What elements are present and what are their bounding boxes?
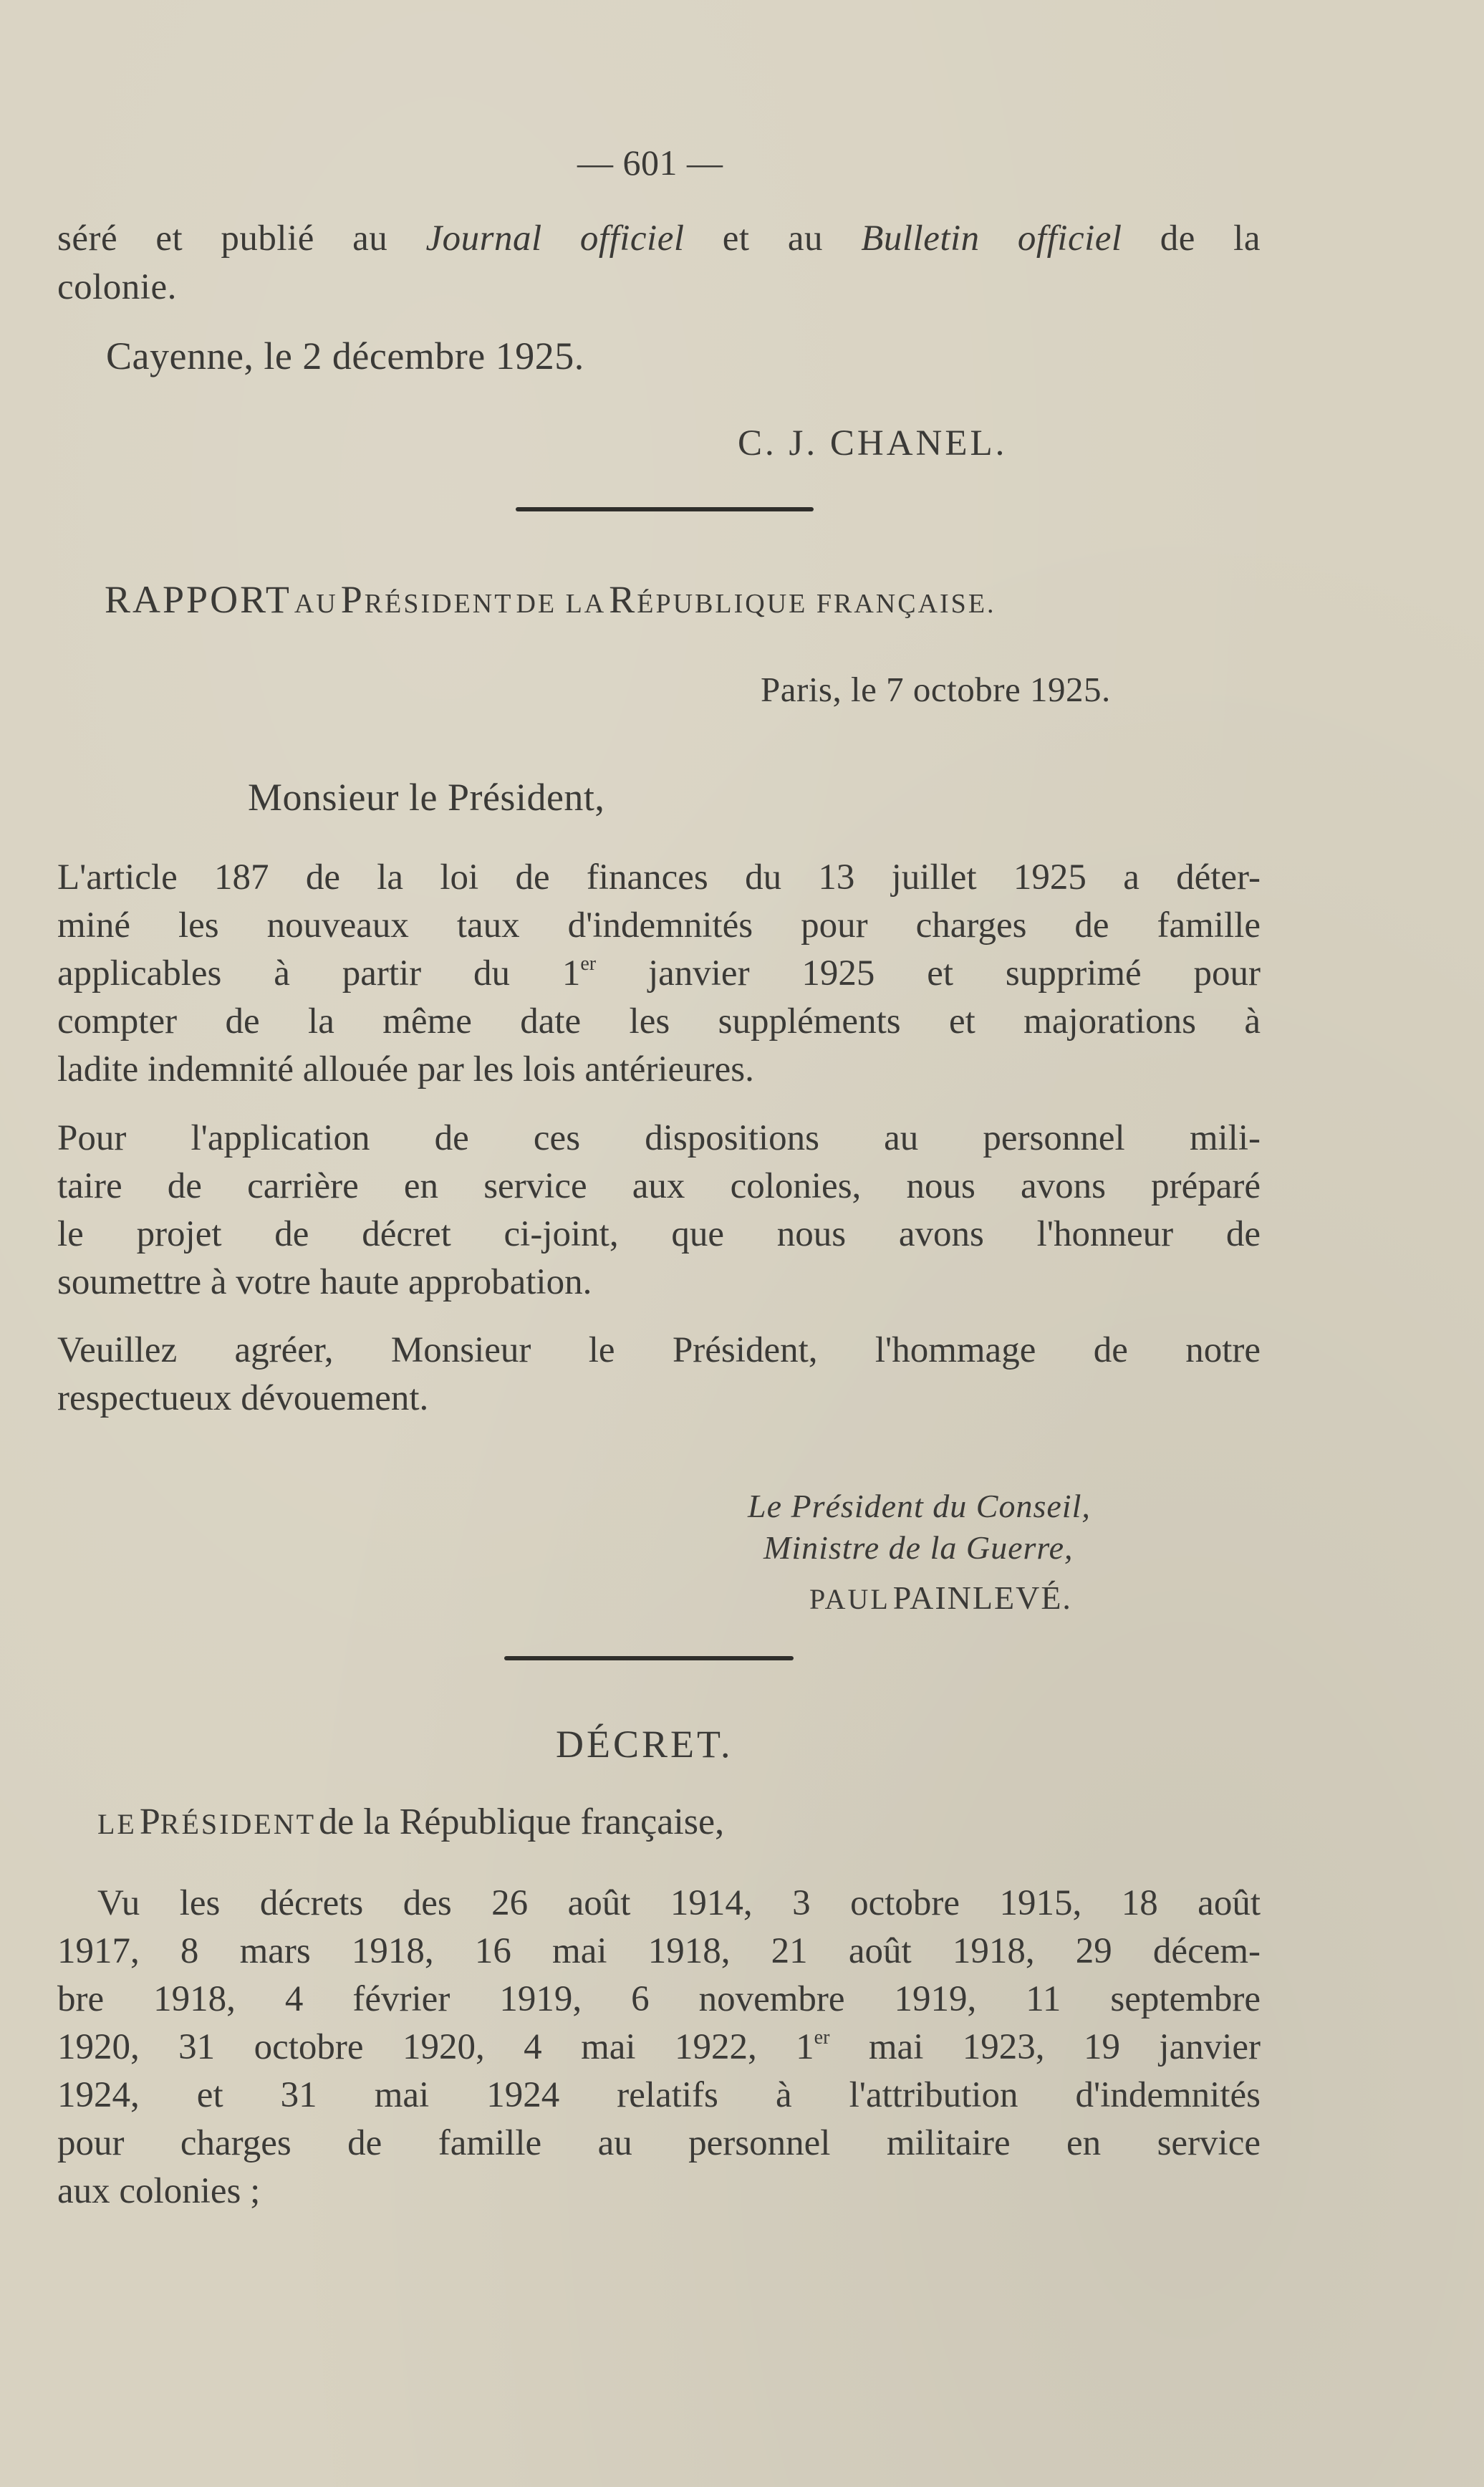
- opening-text-c: de la: [1122, 218, 1261, 259]
- p3-line-2: respectueux dévouement.: [57, 1378, 429, 1418]
- line-fragment: 1920, 31 octobre 1920, 4 mai 1922, 1: [57, 2027, 814, 2067]
- paris-date: Paris, le 7 octobre 1925.: [761, 670, 1111, 709]
- section-divider-1: [516, 507, 814, 511]
- rapport-R: R: [609, 578, 637, 621]
- vu-line-5: 1924, et 31 mai 1924 relatifs à l'attribution d'indemnités: [57, 2075, 1261, 2115]
- opening-line-2: colonie.: [57, 267, 177, 307]
- vu-line-2: 1917, 8 mars 1918, 16 mai 1918, 21 août 1918, 29 décem-: [57, 1931, 1261, 1971]
- decret-title: DÉCRET.: [556, 1723, 733, 1766]
- preamble-P: P: [139, 1801, 160, 1842]
- rapport-heading: [105, 577, 996, 622]
- rapport-resident: RÉSIDENT: [364, 589, 514, 619]
- p2-line-4: soumettre à votre haute approbation.: [57, 1262, 592, 1302]
- ordinal-superscript: er: [814, 2026, 830, 2049]
- signatory-last-name: PAINLEVÉ.: [892, 1579, 1072, 1616]
- bulletin-officiel-title: Bulletin officiel: [861, 218, 1122, 259]
- p3-line-1: Veuillez agréer, Monsieur le Président, l'hommage de notre: [57, 1330, 1261, 1370]
- vu-line-6: pour charges de famille au personnel militaire en service: [57, 2123, 1261, 2163]
- vu-line-3: bre 1918, 4 février 1919, 6 novembre 1919, 11 septembre: [57, 1979, 1261, 2019]
- vu-line-1: Vu les décrets des 26 août 1914, 3 octobre 1915, 18 août: [97, 1883, 1261, 1923]
- signatory-first-name: PAUL: [809, 1583, 890, 1615]
- rapport-paragraph-3: [57, 1327, 1261, 1423]
- journal-officiel-title: Journal officiel: [425, 218, 685, 259]
- decret-vu-paragraph: [57, 1880, 1261, 2216]
- opening-line-1: [57, 218, 1261, 259]
- p2-line-2: taire de carrière en service aux colonies, nous avons préparé: [57, 1166, 1261, 1206]
- vu-line-4: [57, 2024, 1261, 2072]
- signatory-title-1: Le Président du Conseil,: [748, 1488, 1091, 1524]
- decret-preamble: [97, 1801, 724, 1843]
- p2-line-3: le projet de décret ci-joint, que nous avons l'honneur de: [57, 1214, 1261, 1254]
- preamble-le: LE: [97, 1808, 137, 1840]
- rapport-P: P: [340, 578, 365, 621]
- preamble-rest: de la République française,: [319, 1801, 725, 1842]
- ordinal-superscript: er: [580, 952, 597, 975]
- p2-line-1: Pour l'application de ces dispositions au personnel mili-: [57, 1118, 1261, 1158]
- line-fragment: mai 1923, 19 janvier: [829, 2027, 1261, 2067]
- rapport-paragraph-2: [57, 1115, 1261, 1307]
- p1-line-3: [57, 950, 1261, 998]
- p1-line-5: ladite indemnité allouée par les lois antérieures.: [57, 1049, 754, 1089]
- rapport-word: RAPPORT: [105, 578, 292, 621]
- line-fragment: janvier 1925 et supprimé pour: [596, 953, 1261, 994]
- chanel-signature: C. J. CHANEL.: [738, 423, 1008, 463]
- line-fragment: applicables à partir du 1: [57, 953, 581, 994]
- section-divider-2: [504, 1656, 794, 1660]
- vu-line-7: aux colonies ;: [57, 2171, 261, 2211]
- p1-line-1: L'article 187 de la loi de finances du 13 juillet 1925 a déter-: [57, 857, 1261, 898]
- p1-line-2: miné les nouveaux taux d'indemnités pour charges de famille: [57, 905, 1261, 946]
- rapport-epublique: ÉPUBLIQUE FRANÇAISE.: [637, 589, 996, 619]
- page-number: — 601 —: [577, 143, 723, 183]
- rapport-paragraph-1: [57, 854, 1261, 1094]
- opening-text-a: séré et publié au: [57, 218, 426, 259]
- rapport-au: AU: [294, 589, 338, 619]
- opening-text-b: et au: [684, 218, 862, 259]
- signatory-title-2: Ministre de la Guerre,: [763, 1529, 1074, 1566]
- salutation: Monsieur le Président,: [248, 776, 605, 819]
- signatory-name: [809, 1579, 1072, 1617]
- rapport-de-la: DE LA: [516, 589, 607, 619]
- preamble-resident: RÉSIDENT: [160, 1808, 317, 1840]
- p1-line-4: compter de la même date les suppléments et majorations à: [57, 1001, 1261, 1042]
- cayenne-date: Cayenne, le 2 décembre 1925.: [106, 335, 584, 377]
